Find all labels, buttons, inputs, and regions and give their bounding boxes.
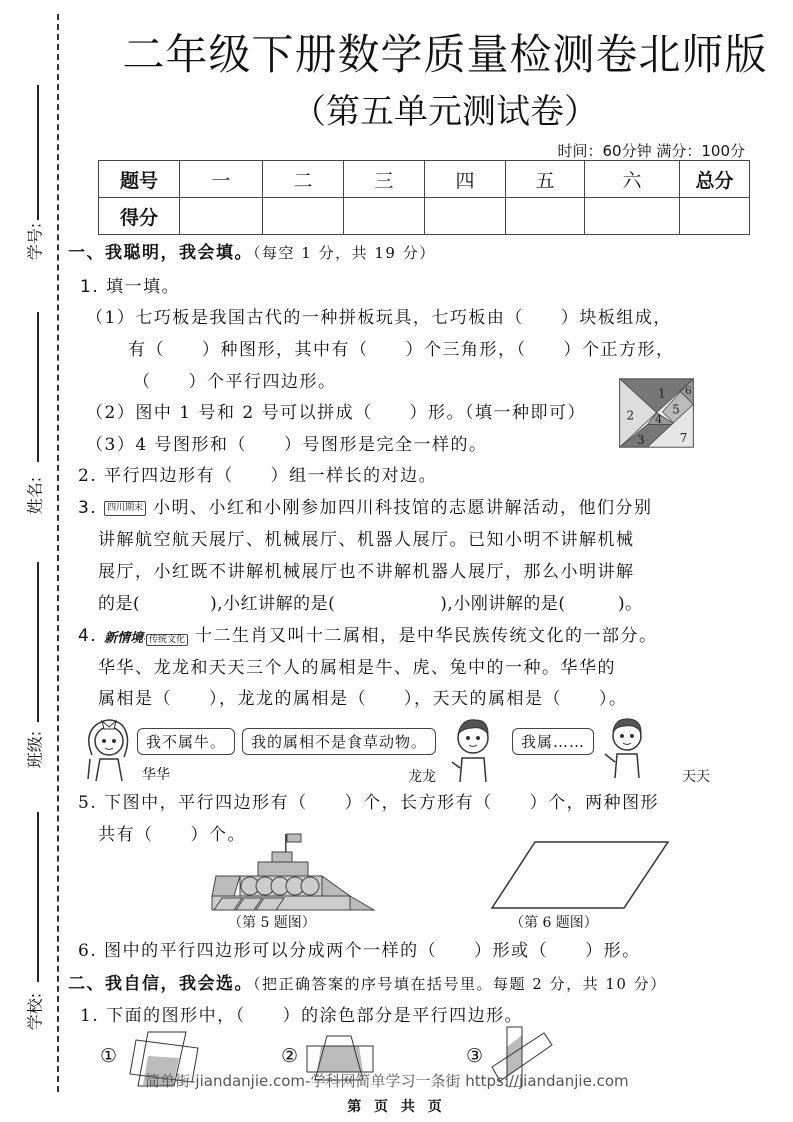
- tangram-label-5: 5: [672, 402, 680, 417]
- longlong-speech-bubble: 我的属相不是食草动物。: [242, 728, 436, 755]
- tiantian-speech-bubble: 我属……: [512, 728, 594, 755]
- watermark: 简单街-jiandanjie.com-学科网简单学习一条街 https://jiandanjie.com: [145, 1072, 629, 1090]
- q4-number: 4.: [78, 626, 98, 646]
- q4-line2: 华华、龙龙和天天三个人的属相是牛、虎、兔中的一种。华华的: [98, 658, 616, 678]
- exam-meta: 时间：60分钟 满分：100分: [557, 142, 745, 160]
- huahua-name: 华华: [142, 767, 170, 783]
- q5-figure-caption: （第 5 题图）: [228, 915, 316, 931]
- tangram-label-4: 4: [655, 413, 663, 427]
- q2-content: 2. 平行四边形有（ ）组一样长的对边。: [78, 466, 438, 486]
- option-2-marker[interactable]: ②: [281, 1045, 300, 1067]
- col-3: 三: [344, 161, 425, 198]
- col-2: 二: [263, 161, 344, 198]
- section1-heading: [68, 238, 436, 263]
- q4-line1: [78, 621, 657, 646]
- q3-line2: 讲解航空航天展厅、机械展厅、机器人展厅。已知小明不讲解机械: [98, 530, 635, 550]
- score-cell-2[interactable]: [263, 198, 344, 235]
- score-cell-3[interactable]: [344, 198, 425, 235]
- class-rule: [37, 562, 39, 722]
- section1-title: 一、我聪明，我会填。: [68, 243, 253, 263]
- col-5: 五: [506, 161, 585, 198]
- q3-line1: [78, 493, 653, 518]
- q3-source-tag: 四川期末: [104, 501, 146, 516]
- tiantian-name: 天天: [682, 769, 710, 785]
- q1-p2: （2）图中 1 号和 2 号可以拼成（ ）形。（填一种即可）: [86, 403, 587, 423]
- tangram-label-7: 7: [679, 430, 688, 445]
- school-label: 学校:: [25, 992, 45, 1031]
- class-label: 班级:: [25, 730, 45, 769]
- tangram-label-6: 6: [685, 384, 692, 397]
- name-label: 姓名:: [25, 476, 45, 515]
- score-cell-1[interactable]: [180, 198, 263, 235]
- q6-figure-caption: （第 6 题图）: [510, 915, 598, 931]
- q4-tag-prefix: 新情境: [104, 631, 144, 646]
- section2-note: （把正确答案的序号填在括号里。每题 2 分，共 10 分）: [253, 975, 667, 993]
- q1-label: 1. 填一填。: [80, 277, 181, 297]
- parallelogram-figure: [490, 840, 670, 910]
- q5-line2: 共有（ ）个。: [98, 825, 246, 845]
- row-header-question-no: 题号: [99, 161, 180, 198]
- q3-number: 3.: [78, 498, 98, 518]
- huahua-speech-bubble: 我不属牛。: [137, 728, 235, 755]
- longlong-illustration: [448, 714, 498, 784]
- s2-q1-text: 1. 下面的图形中，（ ）的涂色部分是平行四边形。: [80, 1006, 524, 1026]
- q4-text-1: 十二生肖又叫十二属相，是中华民族传统文化的一部分。: [194, 626, 658, 646]
- longlong-name: 龙龙: [408, 769, 436, 785]
- tangram-label-3: 3: [637, 433, 645, 448]
- page-footer: 第 页 共 页: [347, 1099, 446, 1115]
- option-1-marker[interactable]: ①: [100, 1045, 119, 1067]
- tangram-label-1: 1: [658, 386, 666, 401]
- q6-text: 6. 图中的平行四边形可以分成两个一样的（ ）形或（ ）形。: [78, 941, 641, 961]
- q4-line3: 属相是（ ），龙龙的属相是（ ），天天的属相是（ ）。: [98, 689, 628, 709]
- score-cell-5[interactable]: [506, 198, 585, 235]
- section2-title: 二、我自信，我会选。: [68, 974, 253, 994]
- score-cell-total[interactable]: [680, 198, 750, 235]
- score-table-header-row: [99, 161, 750, 198]
- section1-note: （每空 1 分，共 19 分）: [253, 244, 436, 262]
- name-rule: [37, 312, 39, 462]
- tangram-label-2: 2: [626, 408, 635, 423]
- score-cell-6[interactable]: [585, 198, 680, 235]
- student-id-label: 学号:: [25, 222, 45, 261]
- q1-p1-line3: （ ）个平行四边形。: [133, 372, 337, 392]
- student-id-rule: [37, 85, 39, 220]
- school-rule: [37, 812, 39, 982]
- col-6: 六: [585, 161, 680, 198]
- col-4: 四: [425, 161, 506, 198]
- q1-p1-line2: 有（ ）种图形，其中有（ ）个三角形，（ ）个正方形，: [128, 340, 675, 360]
- q3-line3: 展厅，小红既不讲解机械展厅也不讲解机器人展厅，那么小明讲解: [98, 562, 635, 582]
- option-3-marker[interactable]: ③: [466, 1045, 485, 1067]
- section2-heading: [68, 969, 667, 994]
- tangram-figure: [619, 378, 694, 448]
- score-table-score-row: [99, 198, 750, 235]
- col-1: 一: [180, 161, 263, 198]
- q3-line4: 的是( ),小红讲解的是( ),小刚讲解的是( )。: [98, 594, 643, 614]
- row-header-score: 得分: [99, 198, 180, 235]
- huahua-illustration: [82, 715, 138, 783]
- page-title: 二年级下册数学质量检测卷北师版: [122, 30, 768, 79]
- q3-text-1: 小明、小红和小刚参加四川科技馆的志愿讲解活动，他们分别: [153, 498, 653, 518]
- col-total: 总分: [680, 161, 750, 198]
- q4-context-tag: 新情境· 传统文化: [104, 627, 188, 646]
- q4-tag-label: 传统文化: [146, 634, 188, 646]
- q1-p3: （3）4 号图形和（ ）号图形是完全一样的。: [86, 435, 488, 455]
- page-subtitle: （第五单元测试卷）: [292, 92, 598, 132]
- q2-text: [78, 461, 437, 486]
- q1-p1-line1: （1）七巧板是我国古代的一种拼板玩具，七巧板由（ ）块板组成，: [86, 308, 672, 328]
- ship-figure: [210, 832, 376, 912]
- q5-line1: 5. 下图中，平行四边形有（ ）个，长方形有（ ）个，两种图形: [78, 793, 660, 813]
- tiantian-illustration: [603, 714, 651, 780]
- score-cell-4[interactable]: [425, 198, 506, 235]
- cut-line: [57, 14, 59, 1092]
- score-table: [98, 160, 750, 235]
